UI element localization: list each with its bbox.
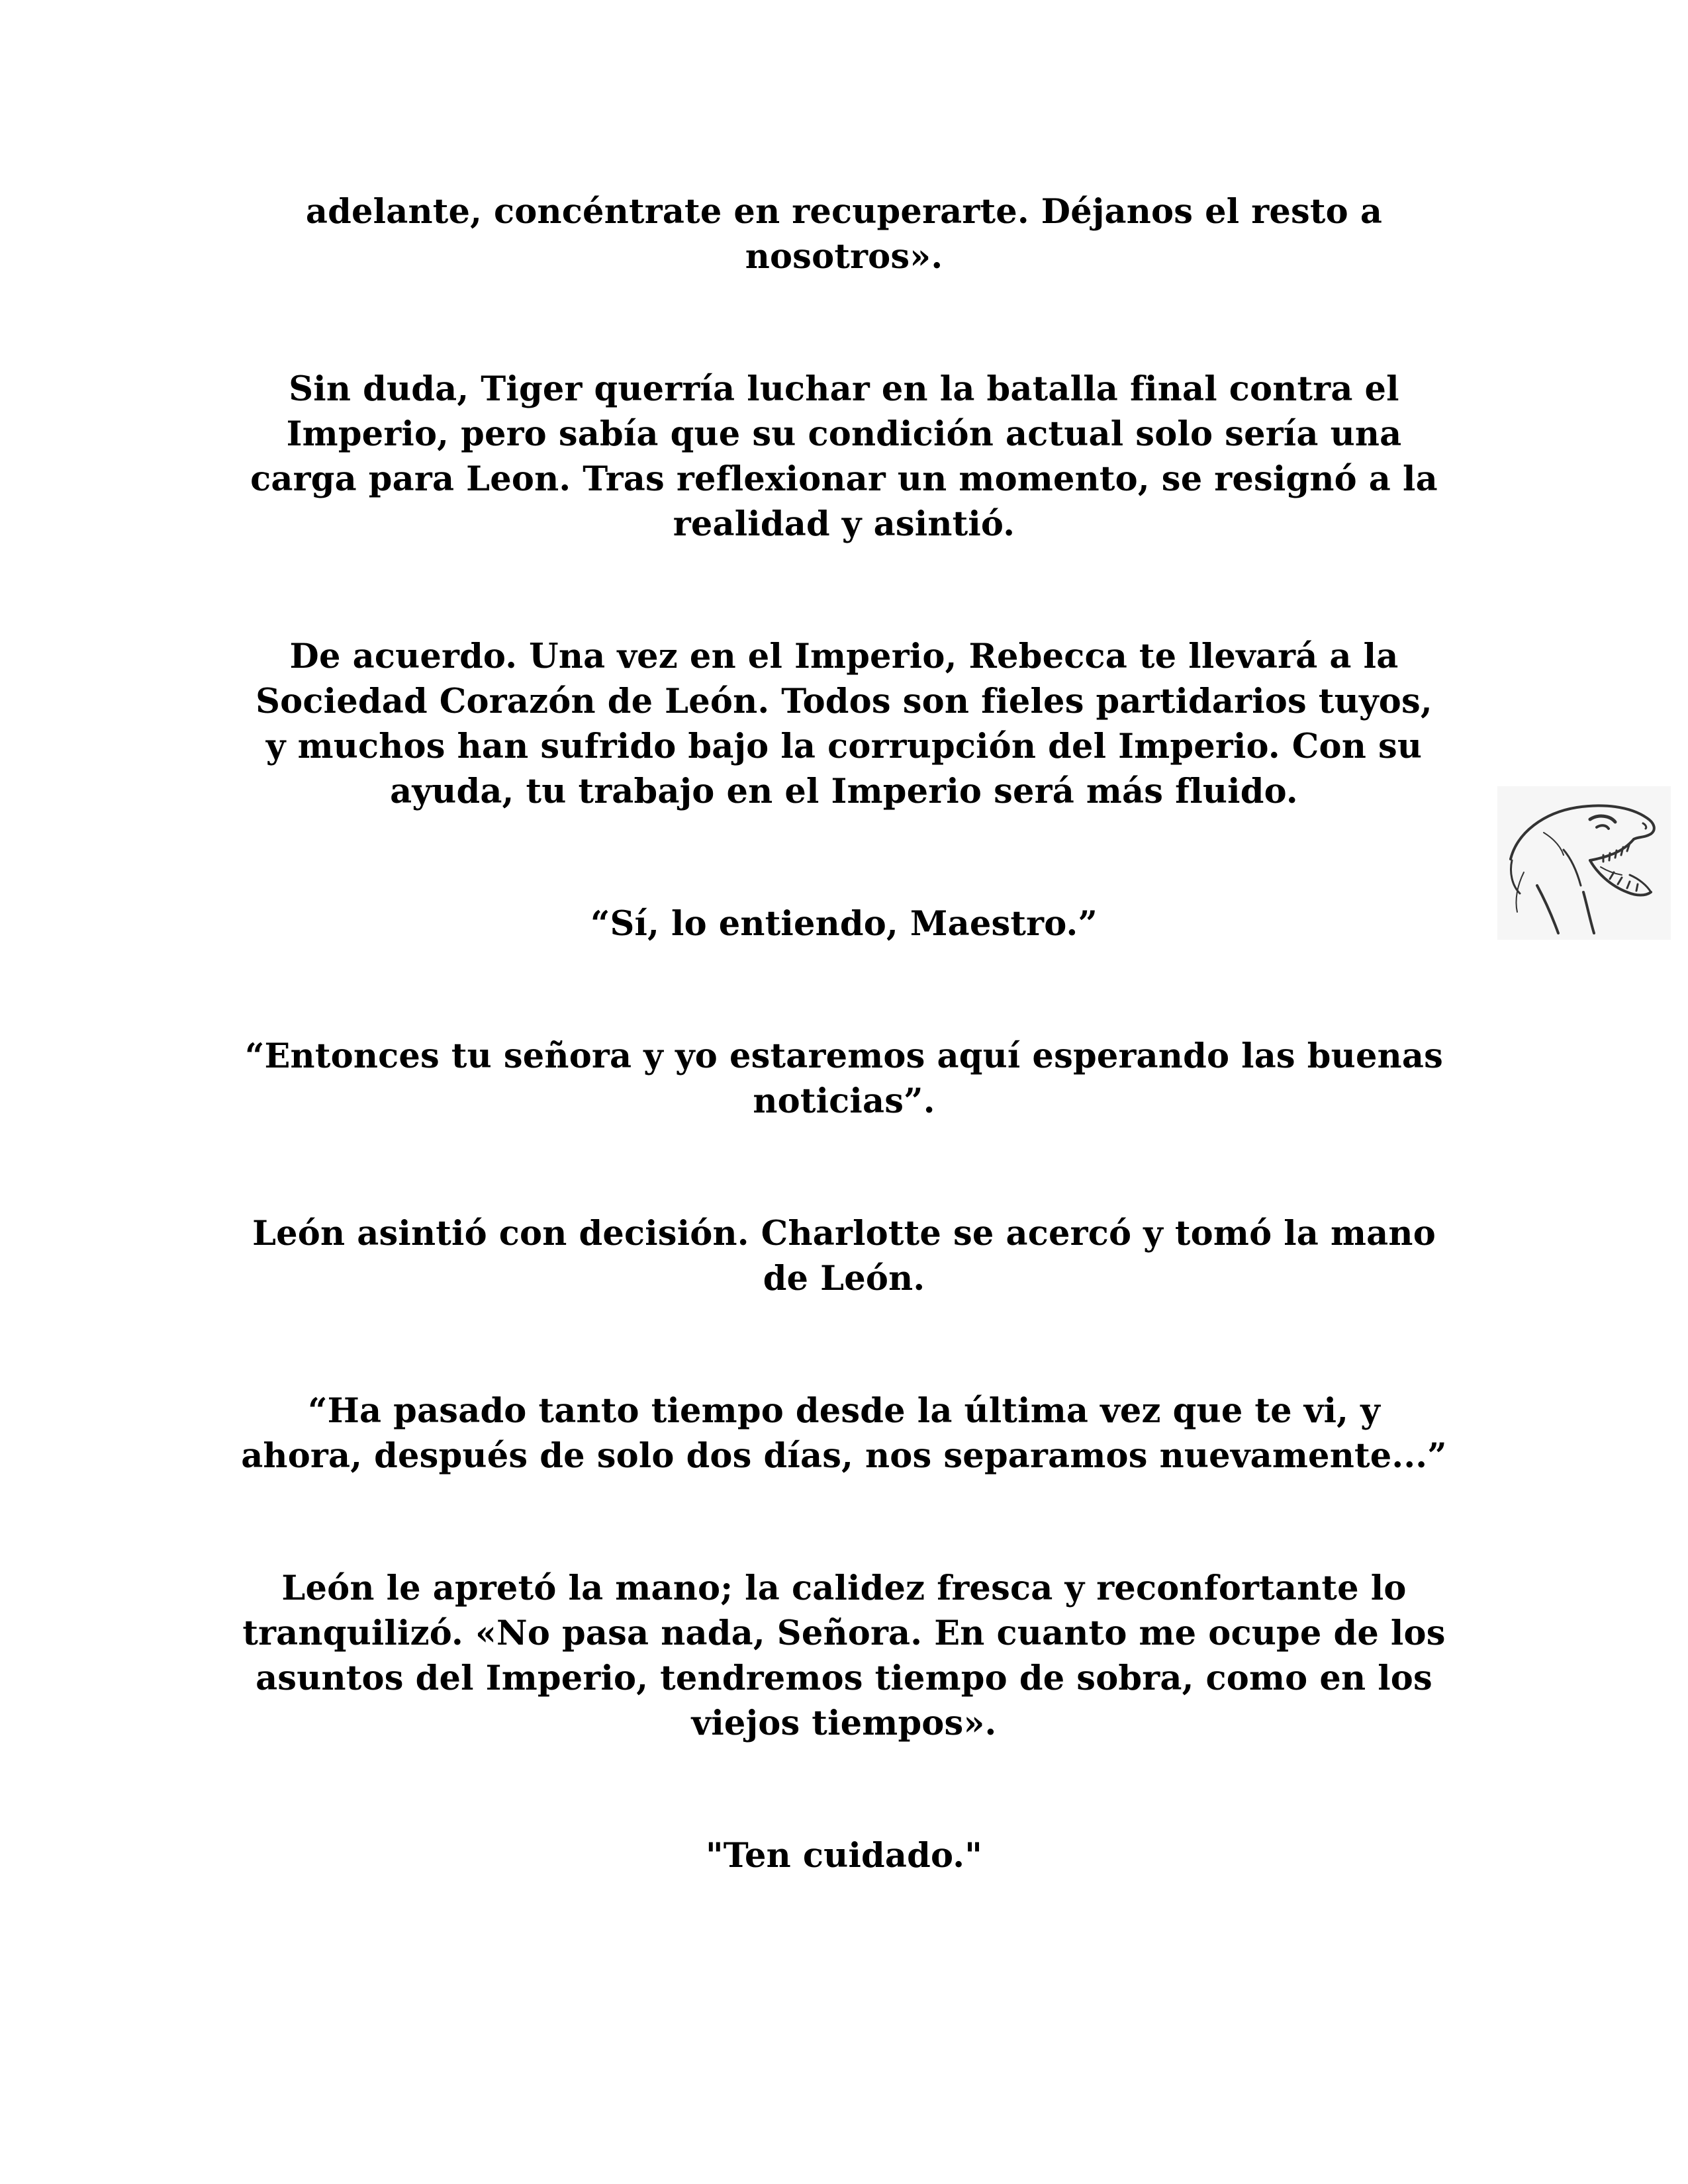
paragraph-1: adelante, concéntrate en recuperarte. Déjanos el resto a nosotros». [305,192,1383,277]
paragraph-5: “Entonces tu señora y yo estaremos aquí esperando las buenas noticias”. [244,1036,1444,1121]
paragraph-4: “Sí, lo entiendo, Maestro.” [590,904,1098,944]
paragraph-3: De acuerdo. Una vez en el Imperio, Rebecca te llevará a la Sociedad Corazón de León. Todos son fieles partidarios tuyos, y muchos han sufrido bajo la corrupción del Imperio. Con su ayuda, tu trabajo en el Imperio será más fluido. [256,637,1432,811]
paragraph-7: “Ha pasado tanto tiempo desde la última vez que te vi, y ahora, después de solo dos días, nos separamos nuevamente...” [241,1391,1447,1476]
story-text [218,189,1470,1966]
paragraph-6: León asintió con decisión. Charlotte se acercó y tomó la mano de León. [252,1214,1436,1298]
dinosaur-head-sketch-icon [1497,786,1671,940]
paragraph-2: Sin duda, Tiger querría luchar en la batalla final contra el Imperio, pero sabía que su condición actual solo sería una carga para Leon. Tras reflexionar un momento, se resignó a la realidad y asintió. [250,369,1438,544]
paragraph-9: "Ten cuidado." [705,1836,983,1876]
paragraph-8: León le apretó la mano; la calidez fresca y reconfortante lo tranquilizó. «No pasa nada, Señora. En cuanto me ocupe de los asuntos del Imperio, tendremos tiempo de sobra, como en los viejos tiempos». [242,1569,1446,1743]
